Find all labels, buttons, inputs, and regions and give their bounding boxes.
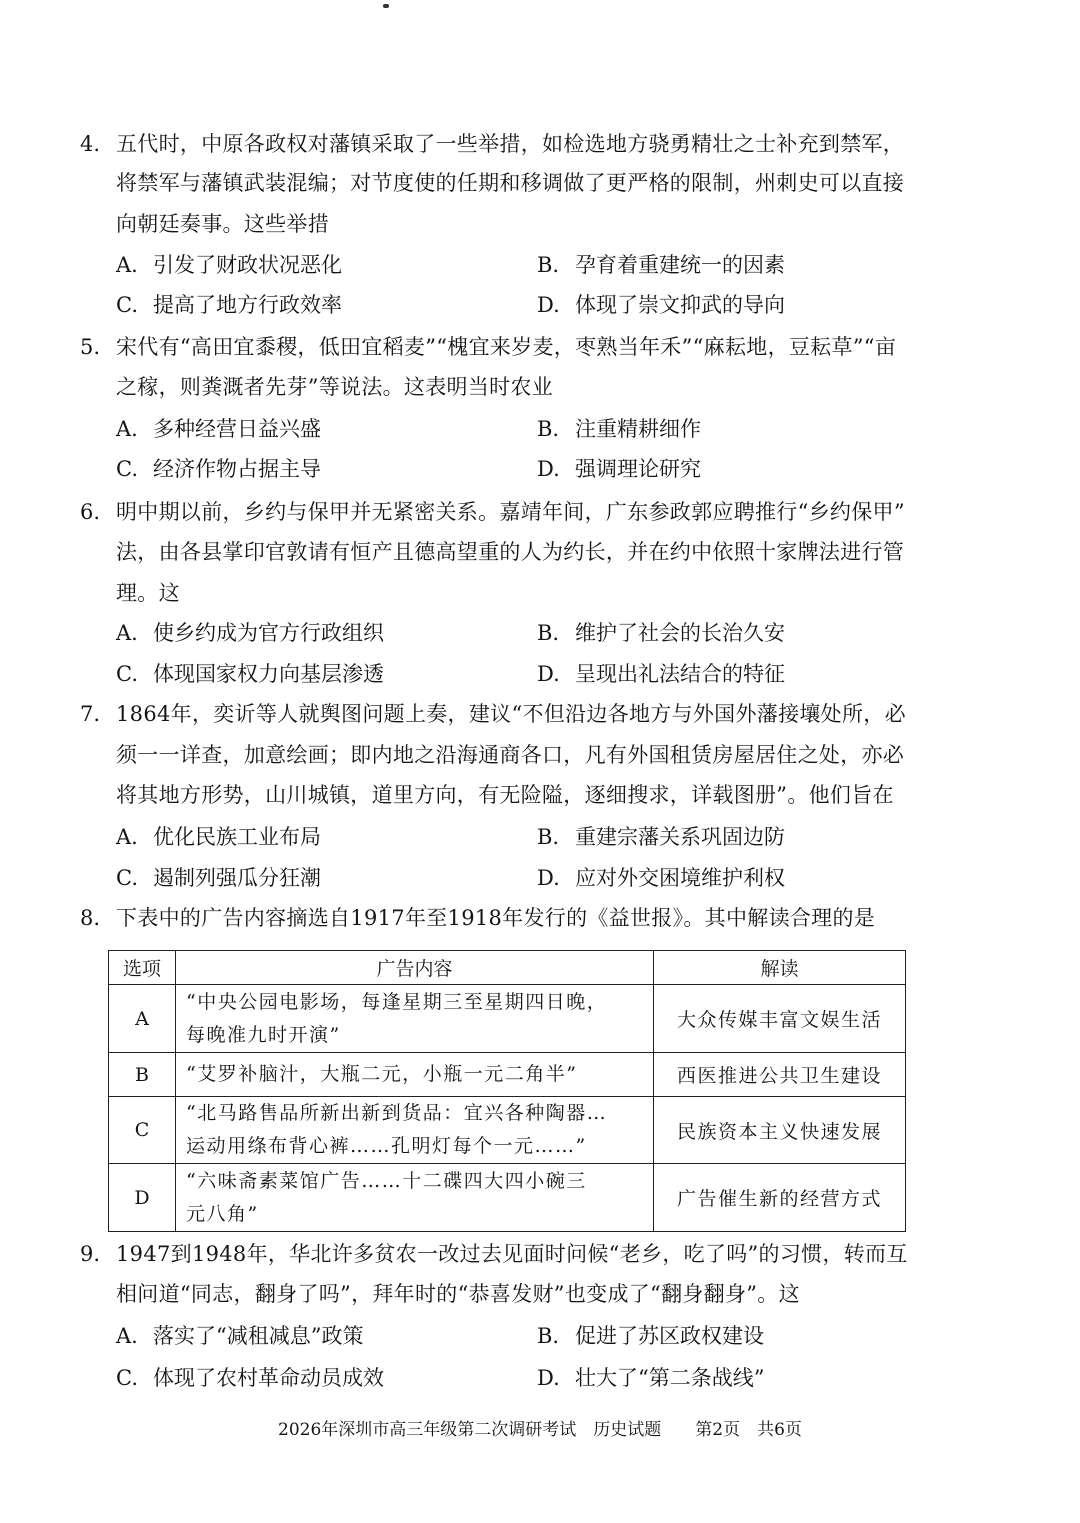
content-line: “北马路售品所新出新到货品：宜兴各种陶器…	[186, 1102, 608, 1124]
question-number: 9.	[80, 1242, 101, 1266]
option-letter: C.	[116, 1366, 138, 1390]
option-letter: B.	[537, 1324, 560, 1348]
option-d-text: 呈现出礼法结合的特征	[575, 662, 785, 686]
question-number: 7.	[80, 702, 101, 726]
row-interpretation: 广告催生新的经营方式	[654, 1164, 906, 1232]
option-letter: B.	[537, 417, 560, 441]
question-stem-line: 理。这	[116, 581, 180, 605]
option-letter: A.	[116, 253, 138, 277]
option-letter: A.	[116, 417, 138, 441]
option-b-text: 维护了社会的长治久安	[575, 621, 785, 645]
option-b-text: 重建宗藩关系巩固边防	[575, 825, 785, 849]
question-number: 4.	[80, 132, 101, 156]
option-b-text: 促进了苏区政权建设	[575, 1324, 764, 1348]
row-option: B	[109, 1053, 176, 1097]
option-b-text: 孕育着重建统一的因素	[575, 253, 785, 277]
content-line: “艾罗补脑汁，大瓶二元，小瓶一元二角半”	[186, 1063, 578, 1085]
row-content	[176, 1097, 654, 1164]
column-header-content: 广告内容	[176, 951, 654, 985]
row-interpretation: 民族资本主义快速发展	[654, 1097, 906, 1164]
question-stem-line: 1864年，奕䜣等人就舆图问题上奏，建议“不但沿边各地方与外国外藩接壤处所，必	[116, 702, 906, 726]
option-c-text: 遏制列强瓜分狂潮	[153, 866, 321, 890]
content-line: 每晚准九时开演”	[186, 1023, 341, 1046]
option-letter: D.	[537, 1366, 560, 1390]
option-letter: B.	[537, 253, 560, 277]
table-row	[109, 1053, 906, 1097]
scan-mark	[383, 4, 389, 8]
option-a-text: 多种经营日益兴盛	[153, 417, 321, 441]
row-content	[176, 1053, 654, 1097]
row-option: D	[109, 1164, 176, 1232]
option-d-text: 强调理论研究	[575, 457, 701, 481]
row-interpretation: 大众传媒丰富文娱生活	[654, 985, 906, 1053]
option-d-text: 壮大了“第二条战线”	[575, 1366, 765, 1390]
option-c-text: 体现了农村革命动员成效	[153, 1366, 384, 1390]
row-interpretation: 西医推进公共卫生建设	[654, 1053, 906, 1097]
option-letter: D.	[537, 866, 560, 890]
question-stem-line: 须一一详查，加意绘画；即内地之沿海通商各口，凡有外国租赁房屋居住之处，亦必	[116, 743, 905, 767]
option-a-text: 落实了“减租减息”政策	[153, 1324, 364, 1348]
option-letter: B.	[537, 621, 560, 645]
option-letter: D.	[537, 457, 560, 481]
question-number: 6.	[80, 500, 101, 524]
option-d-text: 应对外交困境维护利权	[575, 866, 785, 890]
content-line: “中央公园电影场，每逢星期三至星期四日晚，	[186, 990, 608, 1013]
option-c-text: 体现国家权力向基层渗透	[153, 662, 384, 686]
column-header-option: 选项	[109, 951, 176, 985]
option-c-text: 经济作物占据主导	[153, 457, 321, 481]
question-stem-line: 明中期以前，乡约与保甲并无紧密关系。嘉靖年间，广东参政郭应聘推行“乡约保甲”	[116, 500, 905, 524]
option-c-text: 提高了地方行政效率	[153, 293, 342, 317]
option-letter: A.	[116, 621, 138, 645]
row-option: C	[109, 1097, 176, 1164]
option-letter: D.	[537, 293, 560, 317]
option-letter: C.	[116, 457, 138, 481]
option-b-text: 注重精耕细作	[575, 417, 701, 441]
table-row	[109, 1164, 906, 1232]
question-stem-line: 1947到1948年，华北许多贫农一改过去见面时问候“老乡，吃了吗”的习惯，转而互	[116, 1242, 908, 1266]
option-letter: C.	[116, 293, 138, 317]
content-line: 运动用绦布背心裤……孔明灯每个一元……”	[186, 1135, 587, 1157]
option-letter: B.	[537, 825, 560, 849]
row-option: A	[109, 985, 176, 1053]
row-content	[176, 1164, 654, 1232]
question-number: 8.	[80, 906, 101, 930]
row-content	[176, 985, 654, 1053]
option-d-text: 体现了崇文抑武的导向	[575, 293, 785, 317]
column-header-interpretation: 解读	[654, 951, 906, 985]
question-number: 5.	[80, 335, 101, 359]
option-a-text: 优化民族工业布局	[153, 825, 321, 849]
question-stem-line: 之稼，则粪溉者先芽”等说法。这表明当时农业	[116, 375, 554, 399]
question-stem-line: 向朝廷奏事。这些举措	[116, 212, 329, 236]
page-footer: 2026年深圳市高三年级第二次调研考试 历史试题 第2页 共6页	[278, 1420, 802, 1440]
table-row	[109, 985, 906, 1053]
option-letter: D.	[537, 662, 560, 686]
option-letter: A.	[116, 1324, 138, 1348]
option-a-text: 引发了财政状况恶化	[153, 253, 342, 277]
question-stem-line: 将禁军与藩镇武装混编；对节度使的任期和移调做了更严格的限制，州刺史可以直接	[116, 171, 905, 195]
option-letter: A.	[116, 825, 138, 849]
question-stem-line: 将其地方形势，山川城镇，道里方向，有无险隘，逐细搜求，详载图册”。他们旨在	[116, 783, 894, 807]
option-letter: C.	[116, 662, 138, 686]
advertisement-table	[108, 950, 906, 1232]
option-letter: C.	[116, 866, 138, 890]
question-stem-line: 下表中的广告内容摘选自1917年至1918年发行的《益世报》。其中解读合理的是	[116, 906, 876, 930]
table-header-row	[109, 951, 906, 985]
question-stem-line: 五代时，中原各政权对藩镇采取了一些举措，如检选地方骁勇精壮之士补充到禁军，	[116, 132, 905, 156]
table-row	[109, 1097, 906, 1164]
option-a-text: 使乡约成为官方行政组织	[153, 621, 384, 645]
question-stem-line: 法，由各县掌印官敦请有恒产且德高望重的人为约长，并在约中依照十家牌法进行管	[116, 540, 905, 564]
content-line: 元八角”	[186, 1202, 259, 1225]
content-line: “六味斋素菜馆广告……十二碟四大四小碗三	[186, 1169, 587, 1192]
question-stem-line: 相问道“同志，翻身了吗”，拜年时的“恭喜发财”也变成了“翻身翻身”。这	[116, 1282, 800, 1306]
question-stem-line: 宋代有“高田宜黍稷，低田宜稻麦”“槐宜来岁麦，枣熟当年禾”“麻耘地，豆耘草”“亩	[116, 335, 897, 359]
